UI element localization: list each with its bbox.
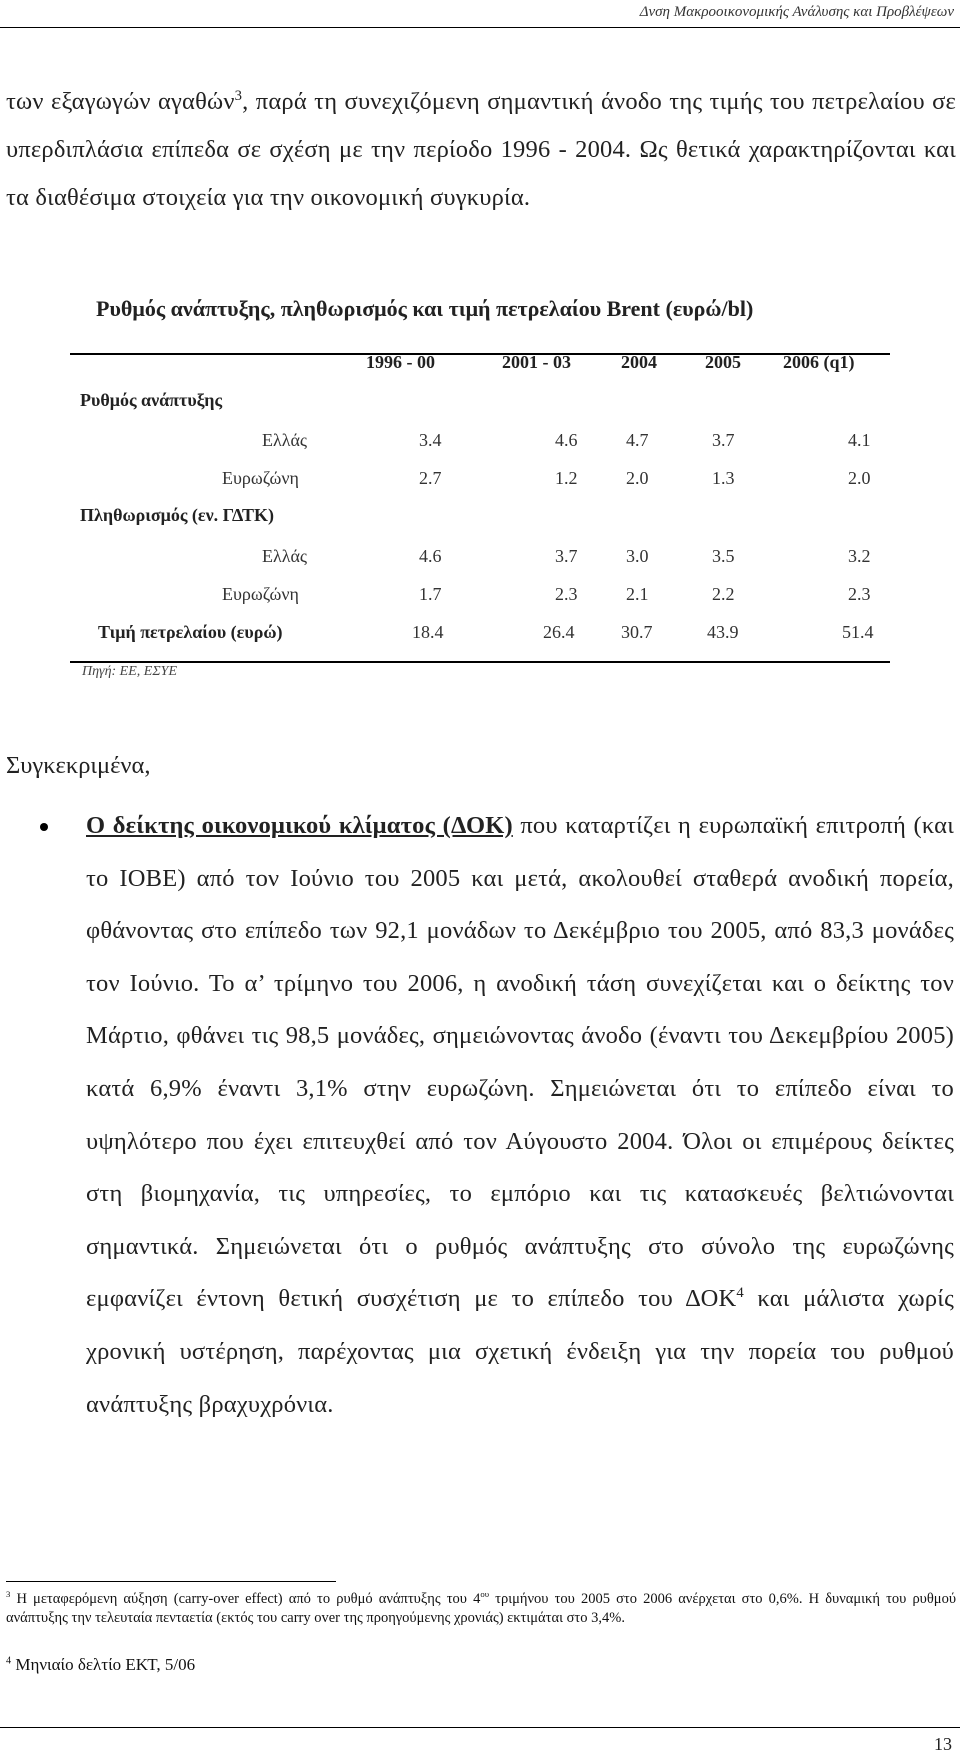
table-cell: 1.3: [712, 468, 735, 488]
footnote-ref-3[interactable]: 3: [234, 87, 243, 104]
col-header-2005: 2005: [705, 352, 741, 372]
footnote-separator: [6, 1581, 336, 1582]
table-cell: 3.7: [555, 546, 578, 566]
table-cell: 3.4: [419, 430, 442, 450]
row-label: Ελλάς: [262, 546, 308, 566]
intro-text: Συγκεκριμένα,: [6, 752, 151, 779]
table-cell: 2.2: [712, 584, 735, 604]
group-inflation: Πληθωρισμός (εν. ΓΔΤΚ): [80, 505, 274, 525]
table-cell: 4.1: [848, 430, 871, 450]
table-cell: 1.7: [419, 584, 442, 604]
table-cell: 4.7: [626, 430, 649, 450]
table-cell: 2.1: [626, 584, 649, 604]
row-label: Ευρωζώνη: [222, 584, 299, 604]
footnote-3: [6, 1590, 956, 1628]
footnote-3-text-a: Η μεταφερόμενη αύξηση (carry-over effect) από το ρυθμό ανάπτυξης του 4: [10, 1591, 481, 1607]
table-cell: 43.9: [707, 622, 739, 642]
col-header-2001-03: 2001 - 03: [502, 352, 571, 372]
col-header-1996-00: 1996 - 00: [366, 352, 435, 372]
footnote-4-number: 4: [6, 1655, 12, 1667]
table-cell: 18.4: [412, 622, 444, 642]
page-number: 13: [934, 1734, 952, 1754]
running-title: Δνση Μακροοικονομικής Ανάλυσης και Προβλέψεων: [639, 4, 954, 20]
page-footer-rule: [0, 1727, 960, 1728]
footnote-ref-4[interactable]: 4: [736, 1285, 744, 1302]
table-cell: 3.5: [712, 546, 735, 566]
table-cell: 2.7: [419, 468, 442, 488]
footnote-4: [6, 1655, 956, 1674]
footnote-3-number: 3: [6, 1589, 11, 1600]
table-cell: 3.7: [712, 430, 735, 450]
running-header: [0, 0, 960, 28]
table-title: Ρυθμός ανάπτυξης, πληθωρισμός και τιμή πετρελαίου Brent (ευρώ/bl): [96, 296, 754, 321]
table-cell: 4.6: [555, 430, 578, 450]
table-cell: 4.6: [419, 546, 442, 566]
table-source: Πηγή: ΕΕ, ΕΣΥΕ: [82, 664, 177, 679]
table-cell: 26.4: [543, 622, 575, 642]
table-cell: 1.2: [555, 468, 578, 488]
bullet-text-b: και μάλιστα χωρίς χρονική υστέρηση, παρέχοντας μια σχετική ένδειξη για την πορεία του ρυθμού ανάπτυξης βραχυχρόνια.: [86, 1285, 954, 1418]
col-header-2006q1: 2006 (q1): [783, 352, 855, 372]
opening-paragraph: [6, 78, 956, 222]
para1-text-rest: πετρελαίου σε υπερδιπλάσια επίπεδα σε σχέση με την περίοδο 1996 - 2004. Ως θετικά χαρακτηρίζονται και τα διαθέσιμα στοιχεία για την οικονομική συγκυρία.: [6, 88, 956, 211]
para1-text-a: των εξαγωγών αγαθών: [6, 88, 235, 115]
footnote-3-text-b: τριμήνου του 2005 στο 2006 ανέρχεται στο 0,6%. Η δυναμική του ρυθμού ανάπτυξης την τελευταία πενταετία (εκτός του carry over της προηγούμενης χρονιάς) εκτιμάται στο 3,4%.: [6, 1591, 957, 1626]
table-cell: 2.0: [626, 468, 649, 488]
bullet-dot-icon: [40, 823, 48, 831]
para1-text-b: , παρά τη συνεχιζόμενη σημαντική άνοδο της τιμής του: [242, 88, 805, 115]
table-cell: 3.0: [626, 546, 649, 566]
table-cell: 2.3: [555, 584, 578, 604]
row-label: Ευρωζώνη: [222, 468, 299, 488]
table-bottom-rule: [70, 661, 890, 663]
table-top-rule: [70, 353, 890, 355]
row-label-oil-price: Τιμή πετρελαίου (ευρώ): [98, 622, 283, 642]
footnote-3-sup: ου: [480, 1589, 490, 1600]
table-cell: 51.4: [842, 622, 874, 642]
group-growth-rate: Ρυθμός ανάπτυξης: [80, 390, 223, 410]
bullet-paragraph: [86, 800, 954, 1431]
col-header-2004: 2004: [621, 352, 657, 372]
table-cell: 2.0: [848, 468, 871, 488]
bullet-text-a: που καταρτίζει η ευρωπαϊκή επιτροπή (και το ΙΟΒΕ) από τον Ιούνιο του 2005 και μετά, ακολουθεί σταθερά ανοδική πορεία, φθάνοντας στο επίπεδο των 92,1 μονάδων το Δεκέμβριο του 2005, από 83,3 μονάδες τον Ιούνιο. Το α’ τρίμηνο του 2006, η ανοδική τάση συνεχίζεται και ο δείκτης τον Μάρτιο, φθάνει τις 98,5 μονάδες, σημειώνοντας άνοδο (έναντι του Δεκεμβρίου 2005) κατά 6,9% έναντι 3,1% στην ευρωζώνη. Σημειώνεται ότι το επίπεδο είναι το υψηλότερο που έχει επιτευχθεί από τον Αύγουστο 2004. Όλοι οι επιμέρους δείκτες στη βιομηχανία, τις υπηρεσίες, το εμπόριο και τις κατασκευές βελτιώνονται σημαντικά. Σημειώνεται ότι ο ρυθμός ανάπτυξης στο σύνολο της ευρωζώνης εμφανίζει έντονη θετική συσχέτιση με το επίπεδο του ΔΟΚ: [86, 812, 954, 1313]
row-label: Ελλάς: [262, 430, 308, 450]
table-cell: 30.7: [621, 622, 653, 642]
footnote-4-text: Μηνιαίο δελτίο ΕΚΤ, 5/06: [11, 1655, 196, 1674]
table-cell: 3.2: [848, 546, 871, 566]
table-cell: 2.3: [848, 584, 871, 604]
bullet-lead: Ο δείκτης οικονομικού κλίματος (ΔΟΚ): [86, 812, 513, 839]
